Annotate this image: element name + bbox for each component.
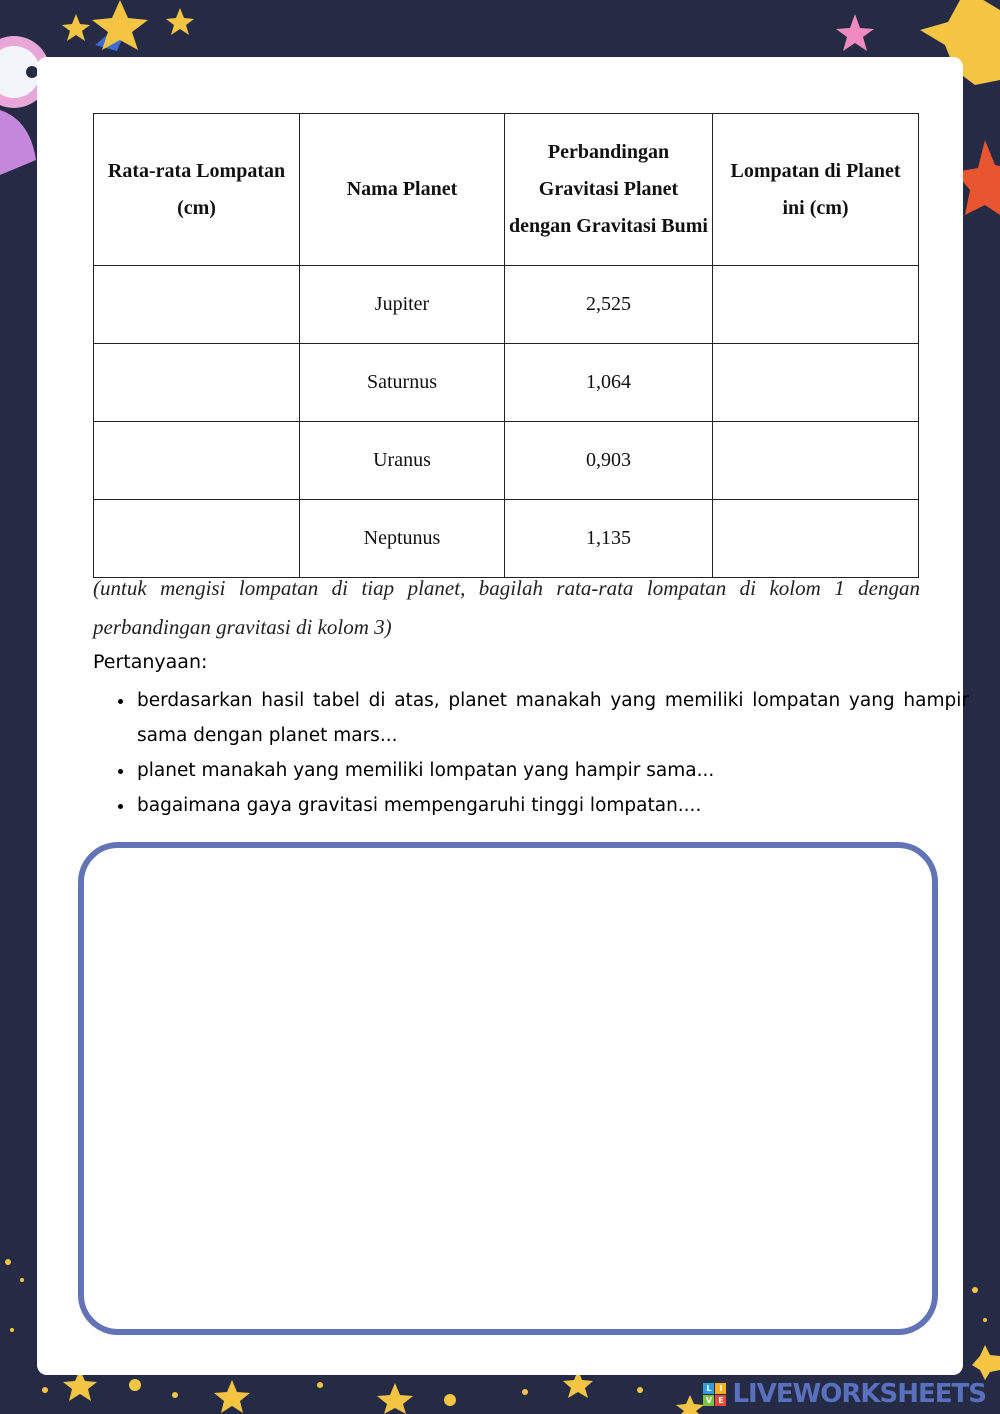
average-jump-cell[interactable] (94, 344, 300, 422)
jump-result-cell[interactable] (713, 344, 919, 422)
table-row (94, 422, 919, 500)
jump-result-cell[interactable] (713, 266, 919, 344)
gravity-ratio-cell: 2,525 (505, 266, 713, 344)
table-header-row (94, 114, 919, 266)
planet-gravity-table (93, 113, 919, 578)
planet-name-cell: Saturnus (300, 344, 505, 422)
gravity-ratio-cell: 1,064 (505, 344, 713, 422)
header-planet-name: Nama Planet (300, 114, 505, 266)
instruction-note: (untuk mengisi lompatan di tiap planet, bagilah rata-rata lompatan di kolom 1 dengan perbandingan gravitasi di kolom 3) (93, 576, 920, 639)
pink-star-icon (836, 14, 874, 51)
planet-name-cell: Uranus (300, 422, 505, 500)
table-row (94, 266, 919, 344)
gravity-ratio-cell: 0,903 (505, 422, 713, 500)
header-average-jump: Rata-rata Lompatan (cm) (94, 114, 300, 266)
question-item: • bagaimana gaya gravitasi mempengaruhi tinggi lompatan.... (135, 788, 969, 823)
planet-name-cell: Neptunus (300, 500, 505, 578)
jump-result-cell[interactable] (713, 422, 919, 500)
questions-list (101, 683, 969, 823)
average-jump-cell[interactable] (94, 500, 300, 578)
header-gravity-ratio: Perbandingan Gravitasi Planet dengan Gravitasi Bumi (505, 114, 713, 266)
answer-textbox[interactable] (78, 842, 938, 1335)
average-jump-cell[interactable] (94, 266, 300, 344)
header-jump-on-planet: Lompatan di Planet ini (cm) (713, 114, 919, 266)
liveworksheets-brand (703, 1380, 986, 1408)
jump-result-cell[interactable] (713, 500, 919, 578)
table-row (94, 500, 919, 578)
gravity-ratio-cell: 1,135 (505, 500, 713, 578)
question-item: • berdasarkan hasil tabel di atas, planet manakah yang memiliki lompatan yang hampir sama dengan planet mars... (135, 683, 969, 753)
brand-logo-icon: L I V E (703, 1383, 726, 1406)
worksheet-page (37, 57, 969, 1375)
questions-title: Pertanyaan: (93, 651, 208, 673)
average-jump-cell[interactable] (94, 422, 300, 500)
question-item: • planet manakah yang memiliki lompatan yang hampir sama... (135, 753, 969, 788)
planet-name-cell: Jupiter (300, 266, 505, 344)
table-row (94, 344, 919, 422)
brand-name: LIVEWORKSHEETS (732, 1379, 986, 1409)
